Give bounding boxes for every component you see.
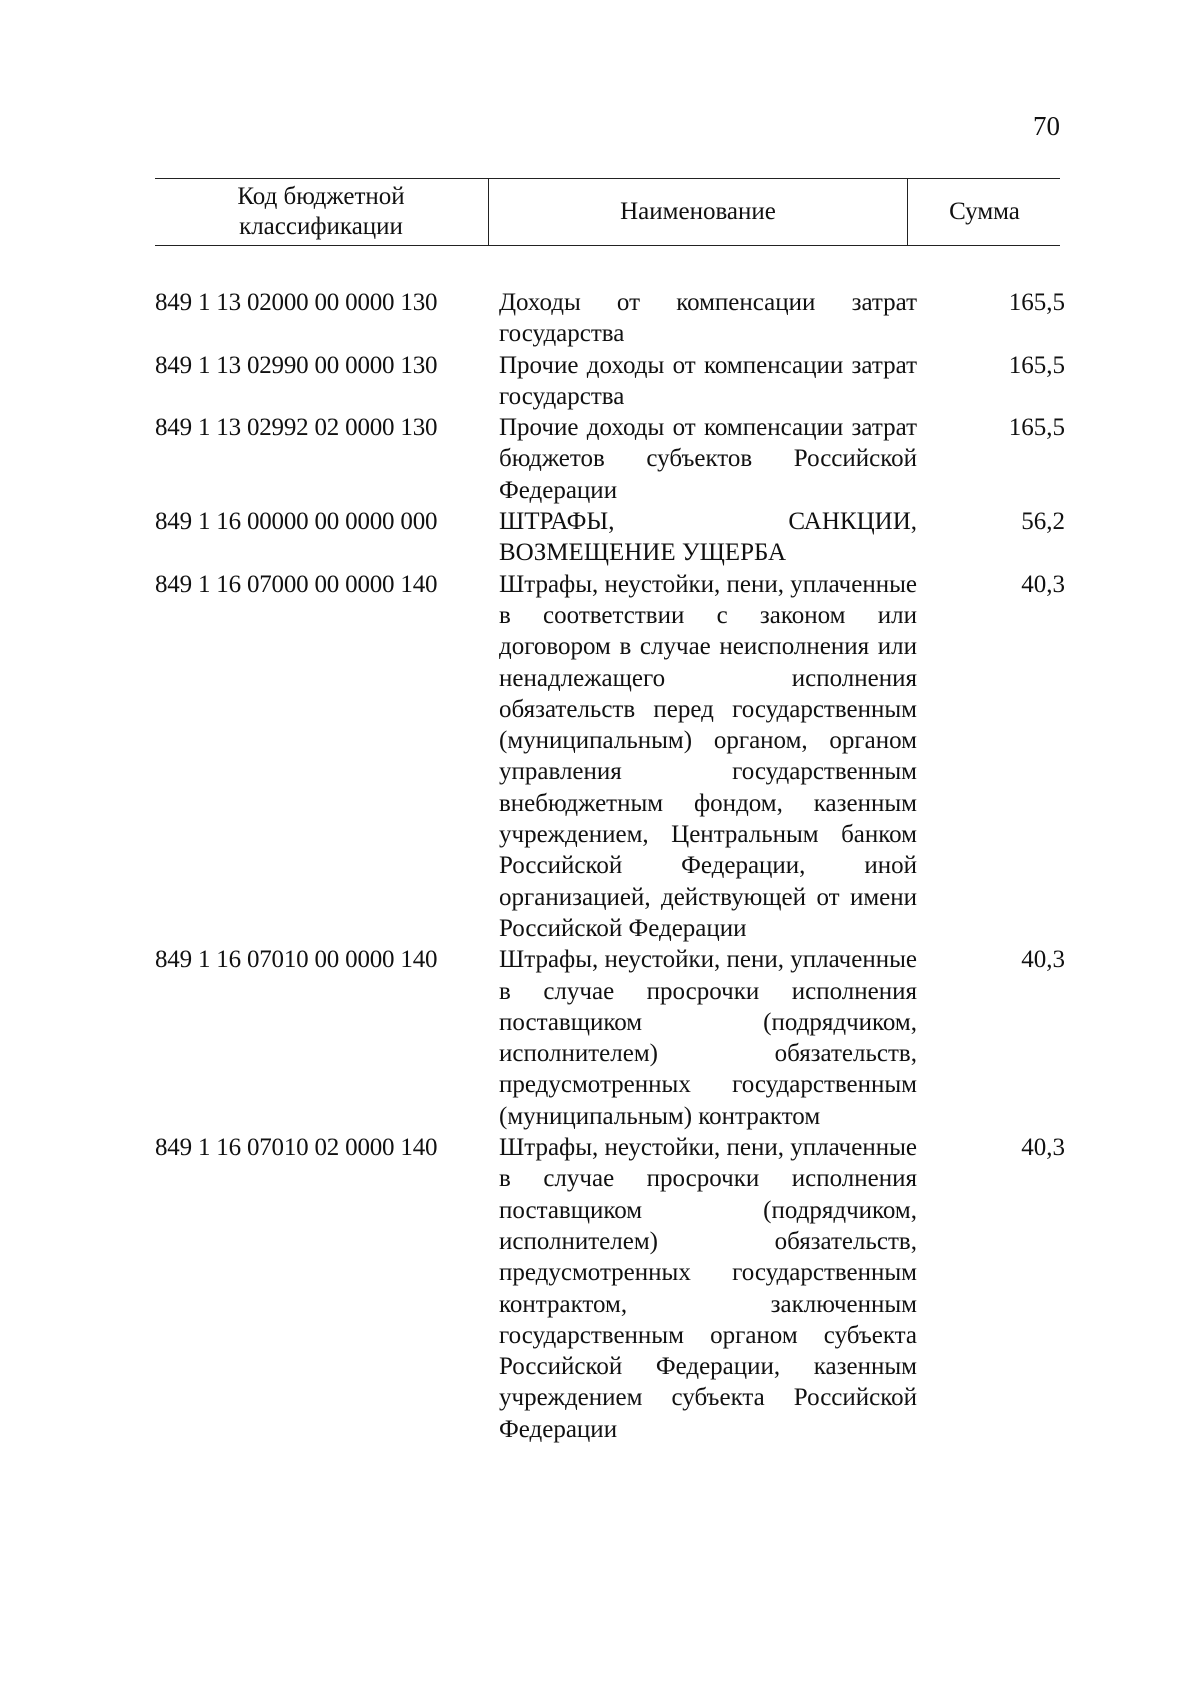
- row-sum: 165,5: [1008, 351, 1065, 379]
- row-code: 849 1 13 02992 02 0000 130: [155, 414, 438, 442]
- row-sum: 40,3: [1021, 946, 1065, 974]
- row-sum: 40,3: [1021, 1134, 1065, 1162]
- row-sum: 165,5: [1008, 289, 1065, 316]
- row-code: 849 1 16 07010 02 0000 140: [155, 1134, 438, 1162]
- row-sum: 40,3: [1021, 570, 1065, 598]
- table-row: [155, 1132, 1065, 1445]
- table-row: [155, 944, 1065, 1132]
- table-header: [155, 178, 1060, 246]
- row-code: 849 1 13 02990 00 0000 130: [155, 351, 438, 379]
- table-row: [155, 506, 1065, 569]
- header-code: Код бюджетной классификации: [237, 183, 405, 240]
- table-row: [155, 569, 1065, 945]
- page-number: 70: [1033, 111, 1060, 141]
- row-name: Штрафы, неустойки, пени, уплаченные в соответствии с законом или договором в случае неисполнения или ненадлежащего исполнения обязательств перед государственным (муниципальным) органом, органом управления государственным внебюджетным фондом, казенным учреждением, Центральным банком Российской Федерации, иной организацией, действующей от имени Российской Федерации: [499, 570, 917, 942]
- header-sum: Сумма: [907, 179, 1061, 245]
- row-name: Прочие доходы от компенсации затрат государства: [499, 351, 917, 410]
- row-name: ШТРАФЫ, САНКЦИИ, ВОЗМЕЩЕНИЕ УЩЕРБА: [499, 508, 917, 567]
- table-row: [155, 412, 1065, 506]
- row-code: 849 1 16 00000 00 0000 000: [155, 508, 438, 536]
- table-body: [155, 287, 1065, 1445]
- row-code: 849 1 13 02000 00 0000 130: [155, 289, 438, 316]
- table-row: [155, 350, 1065, 413]
- row-name: Штрафы, неустойки, пени, уплаченные в случае просрочки исполнения поставщиком (подрядчиком, исполнителем) обязательств, предусмотренных государственным контрактом, заключенным государственным органом субъекта Российской Федерации, казенным учреждением субъекта Российской Федерации: [499, 1134, 917, 1443]
- row-name: Прочие доходы от компенсации затрат бюджетов субъектов Российской Федерации: [499, 414, 917, 504]
- table-row: [155, 287, 1065, 350]
- row-name: Штрафы, неустойки, пени, уплаченные в случае просрочки исполнения поставщиком (подрядчиком, исполнителем) обязательств, предусмотренных государственным (муниципальным) контрактом: [499, 946, 917, 1130]
- row-name: Доходы от компенсации затрат государства: [499, 289, 917, 348]
- header-name: Наименование: [488, 179, 907, 245]
- row-sum: 56,2: [1021, 508, 1065, 536]
- row-code: 849 1 16 07010 00 0000 140: [155, 946, 438, 974]
- row-code: 849 1 16 07000 00 0000 140: [155, 570, 438, 598]
- row-sum: 165,5: [1008, 414, 1065, 442]
